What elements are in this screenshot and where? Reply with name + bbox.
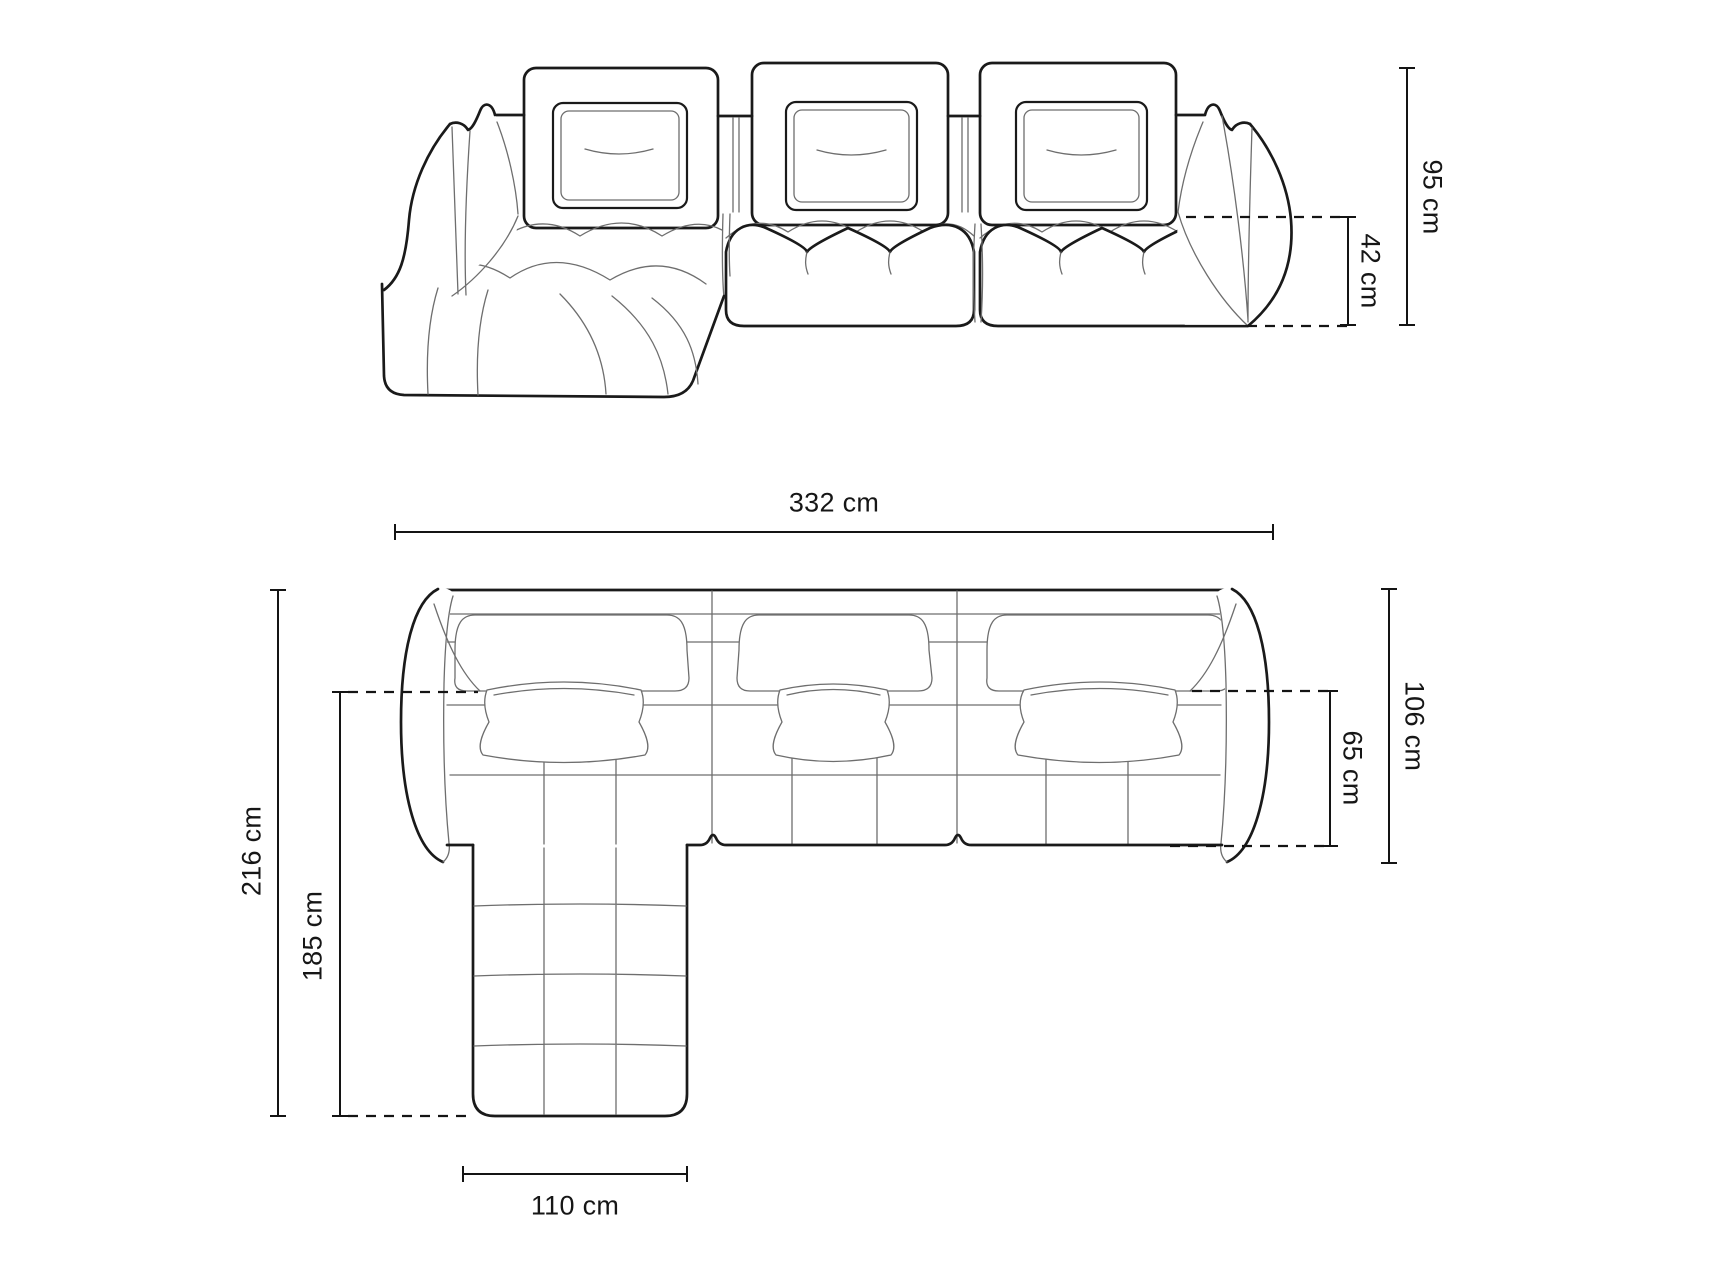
dimension-label-total-depth: 216 cm bbox=[236, 805, 267, 897]
dim-line-plan-chaise-length bbox=[332, 692, 348, 1116]
dimension-label-chaise-length: 185 cm bbox=[297, 890, 328, 982]
dimension-label-total-height: 95 cm bbox=[1417, 159, 1448, 235]
dimension-label-total-width: 332 cm bbox=[788, 487, 880, 518]
front-view-drawing bbox=[382, 63, 1292, 397]
dim-line-plan-body-depth bbox=[1381, 589, 1397, 863]
dimension-label-seat-height: 42 cm bbox=[1355, 233, 1386, 309]
dimension-label-seat-depth: 65 cm bbox=[1337, 730, 1368, 806]
dimension-label-chaise-width: 110 cm bbox=[530, 1190, 620, 1221]
dim-line-plan-total-width bbox=[395, 524, 1273, 540]
dimension-label-body-depth: 106 cm bbox=[1399, 680, 1430, 772]
dim-line-plan-chaise-width bbox=[463, 1166, 687, 1182]
plan-view-drawing bbox=[401, 588, 1269, 1116]
dim-line-front-total-height bbox=[1399, 68, 1415, 325]
dim-line-plan-total-depth bbox=[270, 590, 286, 1116]
